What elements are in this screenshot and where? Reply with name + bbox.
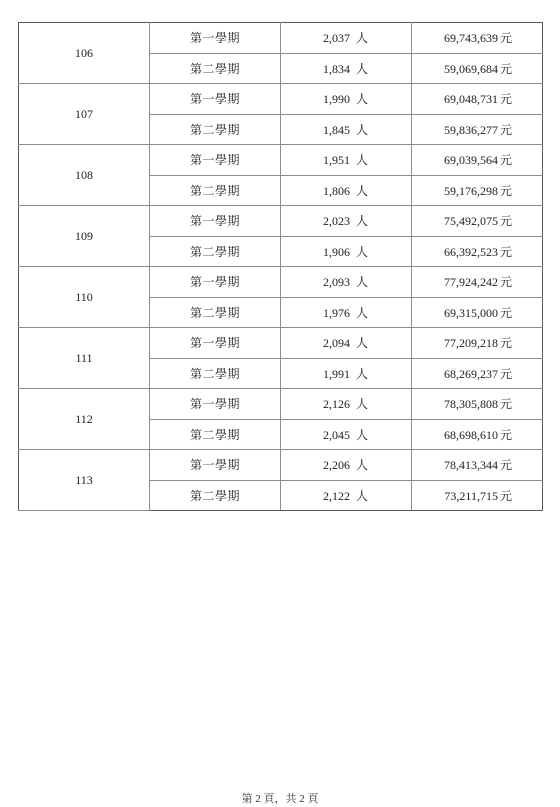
currency-unit-label: 元: [499, 183, 512, 198]
student-count-value: 2,093: [322, 275, 350, 290]
amount-value: 75,492,075: [443, 214, 498, 229]
amount-value: 68,698,610: [443, 427, 498, 442]
table-row: [19, 84, 543, 115]
student-count-value: 2,023: [322, 214, 350, 229]
person-unit-label: 人: [355, 366, 368, 381]
currency-unit-label: 元: [499, 31, 512, 46]
currency-unit-label: 元: [499, 336, 512, 351]
semester-cell: 第一學期: [150, 389, 281, 420]
student-count-cell: [281, 389, 412, 420]
currency-unit-label: 元: [499, 275, 512, 290]
semester-cell: 第一學期: [150, 145, 281, 176]
student-count-cell: [281, 84, 412, 115]
semester-cell: 第二學期: [150, 480, 281, 511]
student-count-cell: [281, 53, 412, 84]
currency-unit-label: 元: [499, 61, 512, 76]
page-number-footer: 第 2 頁，共 2 頁: [241, 793, 319, 805]
amount-value: 59,176,298: [443, 183, 498, 198]
student-count-value: 1,991: [322, 366, 350, 381]
student-count-cell: [281, 23, 412, 54]
table-row: [19, 450, 543, 481]
semester-cell: 第一學期: [150, 206, 281, 237]
semester-cell: 第一學期: [150, 450, 281, 481]
amount-cell: [412, 84, 543, 115]
semester-cell: 第二學期: [150, 53, 281, 84]
student-count-cell: [281, 145, 412, 176]
semester-cell: 第二學期: [150, 236, 281, 267]
amount-value: 78,413,344: [443, 458, 498, 473]
person-unit-label: 人: [355, 31, 368, 46]
student-count-value: 1,845: [322, 122, 350, 137]
student-count-cell: [281, 480, 412, 511]
academic-year-cell: 106: [19, 23, 150, 84]
amount-cell: [412, 145, 543, 176]
amount-value: 77,924,242: [443, 275, 498, 290]
table-row: [19, 389, 543, 420]
semester-cell: 第一學期: [150, 328, 281, 359]
amount-value: 69,743,639: [443, 31, 498, 46]
amount-value: 59,069,684: [443, 61, 498, 76]
currency-unit-label: 元: [499, 458, 512, 473]
amount-cell: [412, 267, 543, 298]
semester-cell: 第二學期: [150, 114, 281, 145]
currency-unit-label: 元: [499, 305, 512, 320]
person-unit-label: 人: [355, 214, 368, 229]
semester-cell: 第一學期: [150, 23, 281, 54]
person-unit-label: 人: [355, 275, 368, 290]
amount-cell: [412, 419, 543, 450]
academic-year-cell: 108: [19, 145, 150, 206]
student-count-cell: [281, 450, 412, 481]
amount-cell: [412, 175, 543, 206]
student-count-value: 2,094: [322, 336, 350, 351]
amount-cell: [412, 389, 543, 420]
student-count-value: 2,037: [322, 31, 350, 46]
student-count-cell: [281, 358, 412, 389]
currency-unit-label: 元: [499, 366, 512, 381]
person-unit-label: 人: [355, 244, 368, 259]
student-count-value: 2,206: [322, 458, 350, 473]
person-unit-label: 人: [355, 336, 368, 351]
amount-value: 66,392,523: [443, 244, 498, 259]
person-unit-label: 人: [355, 61, 368, 76]
student-count-value: 1,951: [322, 153, 350, 168]
amount-value: 68,269,237: [443, 366, 498, 381]
semester-cell: 第二學期: [150, 419, 281, 450]
currency-unit-label: 元: [499, 427, 512, 442]
student-count-cell: [281, 297, 412, 328]
currency-unit-label: 元: [499, 244, 512, 259]
semester-cell: 第二學期: [150, 358, 281, 389]
academic-year-cell: 111: [19, 328, 150, 389]
table-row: [19, 267, 543, 298]
academic-year-cell: 112: [19, 389, 150, 450]
student-count-cell: [281, 267, 412, 298]
amount-value: 69,039,564: [443, 153, 498, 168]
student-count-cell: [281, 175, 412, 206]
semester-cell: 第二學期: [150, 297, 281, 328]
table-row: [19, 328, 543, 359]
table-row: [19, 145, 543, 176]
student-count-value: 2,126: [322, 397, 350, 412]
academic-year-cell: 113: [19, 450, 150, 511]
amount-value: 59,836,277: [443, 122, 498, 137]
currency-unit-label: 元: [499, 214, 512, 229]
student-count-value: 1,976: [322, 305, 350, 320]
student-count-value: 2,045: [322, 427, 350, 442]
academic-year-cell: 109: [19, 206, 150, 267]
currency-unit-label: 元: [499, 122, 512, 137]
student-count-cell: [281, 419, 412, 450]
student-count-value: 2,122: [322, 488, 350, 503]
person-unit-label: 人: [355, 122, 368, 137]
table-body: [19, 23, 543, 511]
currency-unit-label: 元: [499, 153, 512, 168]
currency-unit-label: 元: [499, 92, 512, 107]
student-count-cell: [281, 328, 412, 359]
person-unit-label: 人: [355, 183, 368, 198]
student-count-cell: [281, 114, 412, 145]
student-count-value: 1,834: [322, 61, 350, 76]
student-count-value: 1,906: [322, 244, 350, 259]
person-unit-label: 人: [355, 153, 368, 168]
amount-cell: [412, 450, 543, 481]
student-count-cell: [281, 236, 412, 267]
student-count-value: 1,990: [322, 92, 350, 107]
person-unit-label: 人: [355, 305, 368, 320]
amount-cell: [412, 236, 543, 267]
academic-year-cell: 107: [19, 84, 150, 145]
amount-cell: [412, 297, 543, 328]
person-unit-label: 人: [355, 397, 368, 412]
student-count-value: 1,806: [322, 183, 350, 198]
amount-cell: [412, 328, 543, 359]
student-count-cell: [281, 206, 412, 237]
academic-year-cell: 110: [19, 267, 150, 328]
person-unit-label: 人: [355, 427, 368, 442]
amount-value: 73,211,715: [444, 488, 498, 503]
amount-cell: [412, 114, 543, 145]
amount-cell: [412, 206, 543, 237]
amount-cell: [412, 23, 543, 54]
amount-cell: [412, 53, 543, 84]
amount-value: 69,048,731: [443, 92, 498, 107]
person-unit-label: 人: [355, 488, 368, 503]
amount-cell: [412, 480, 543, 511]
currency-unit-label: 元: [499, 397, 512, 412]
person-unit-label: 人: [355, 92, 368, 107]
amount-value: 77,209,218: [443, 336, 498, 351]
table-row: [19, 206, 543, 237]
semester-cell: 第一學期: [150, 267, 281, 298]
amount-cell: [412, 358, 543, 389]
semester-cell: 第一學期: [150, 84, 281, 115]
table-row: [19, 23, 543, 54]
amount-value: 69,315,000: [443, 305, 498, 320]
currency-unit-label: 元: [499, 488, 512, 503]
amount-value: 78,305,808: [443, 397, 498, 412]
enrollment-funding-table: [18, 22, 543, 511]
person-unit-label: 人: [355, 458, 368, 473]
semester-cell: 第二學期: [150, 175, 281, 206]
